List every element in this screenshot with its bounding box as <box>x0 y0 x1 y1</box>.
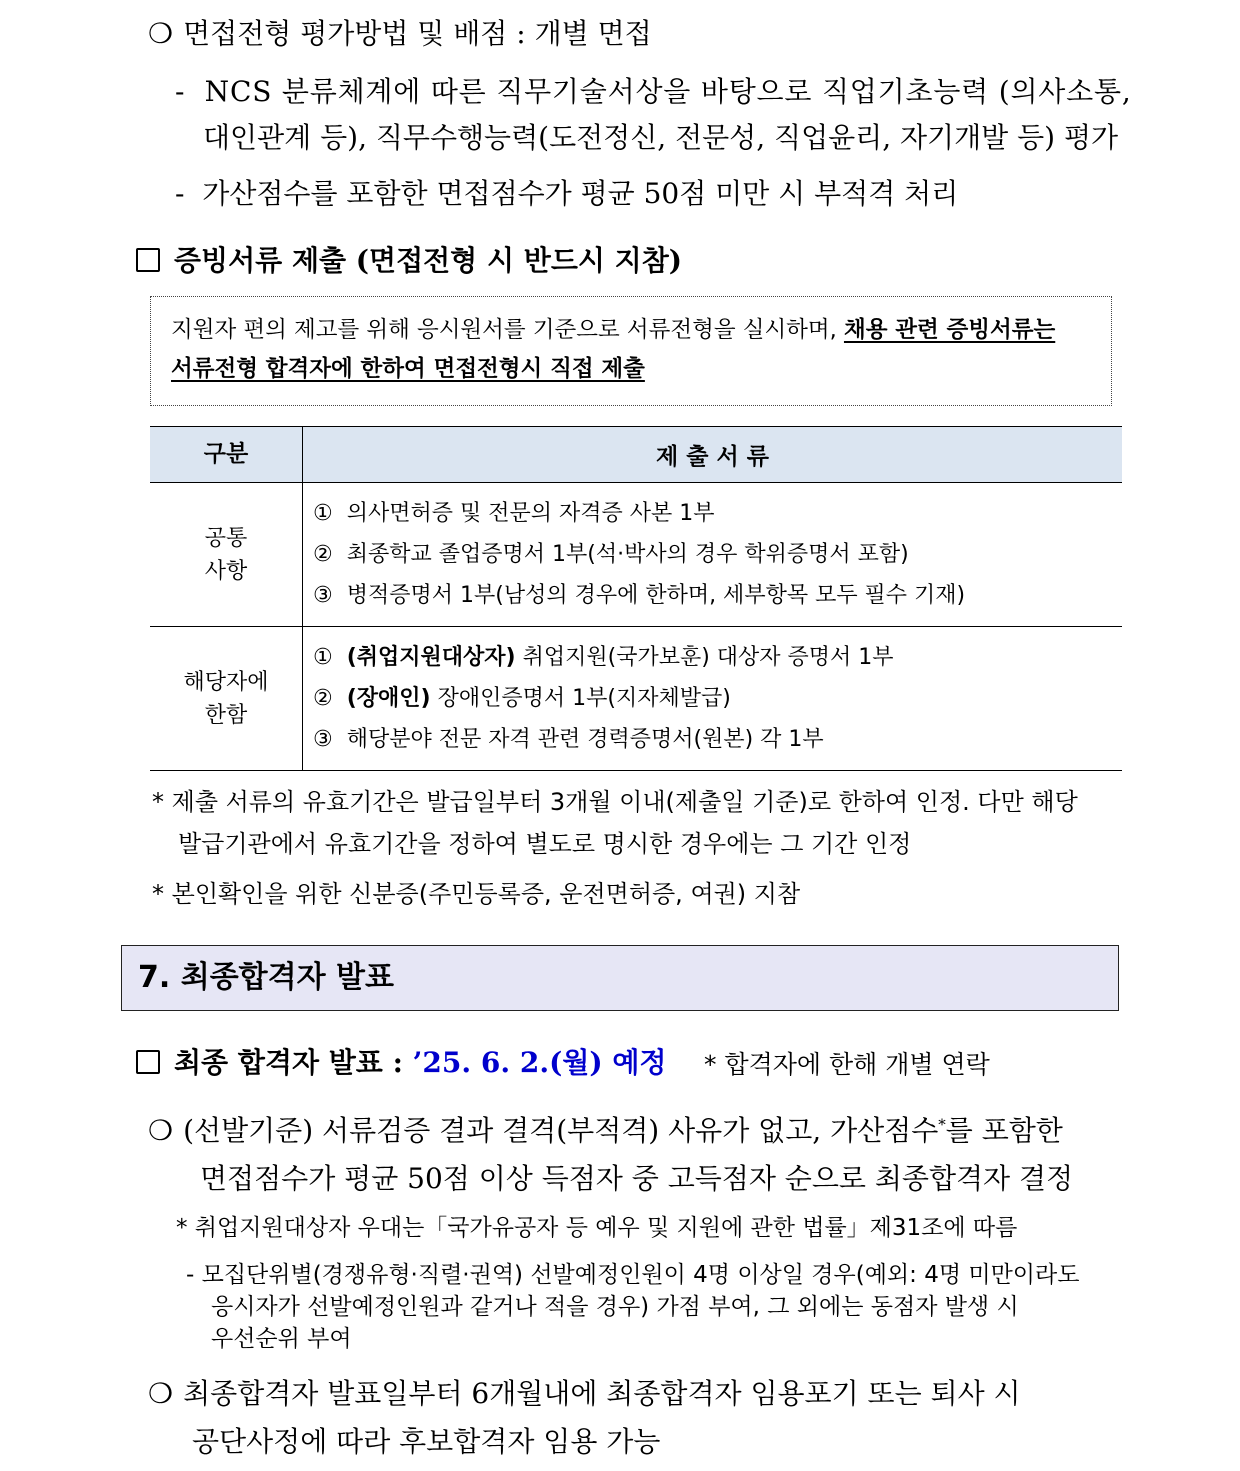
interview-item-2: - 가산점수를 포함한 면접점수가 평균 50점 미만 시 부적격 처리 <box>175 177 959 210</box>
doc-item: ① (취업지원대상자) 취업지원(국가보훈) 대상자 증명서 1부 <box>313 645 894 670</box>
interview-item-1-cont: 대인관계 등), 직무수행능력(도전정신, 전문성, 직업윤리, 자기개발 등) 평가 <box>203 121 1119 154</box>
header-category: 구분 <box>150 427 303 483</box>
footnote-validity: * 제출 서류의 유효기간은 발급일부터 3개월 이내(제출일 기준)로 한하여 인정. 다만 해당 <box>152 788 1078 816</box>
doc-item: ③ 해당분야 전문 자격 관련 경력증명서(원본) 각 1부 <box>313 727 824 752</box>
announce-date: ’25. 6. 2.(월) 예정 <box>412 1046 667 1079</box>
docs-heading: 증빙서류 제출 (면접전형 시 반드시 지참) <box>136 239 682 279</box>
doc-item: ② (장애인) 장애인증명서 1부(지자체발급) <box>313 686 731 711</box>
square-bullet-icon <box>136 1050 160 1074</box>
row-documents <box>303 483 1123 627</box>
doc-item: ② 최종학교 졸업증명서 1부(석·박사의 경우 학위증명서 포함) <box>313 542 909 567</box>
announce-line: 최종 합격자 발표 : ’25. 6. 2.(월) 예정 <box>136 1041 666 1081</box>
interview-heading: ❍ 면접전형 평가방법 및 배점 : 개별 면접 <box>148 17 652 50</box>
table-header-row <box>150 427 1122 483</box>
doc-item: ① 의사면허증 및 전문의 자격증 사본 1부 <box>313 501 715 526</box>
doc-item: ③ 병적증명서 1부(남성의 경우에 한하며, 세부항목 모두 필수 기재) <box>313 583 966 608</box>
row-category: 공통 사항 <box>150 483 303 627</box>
criteria-line-2: 면접점수가 평균 50점 이상 득점자 중 고득점자 순으로 최종합격자 결정 <box>200 1162 1074 1195</box>
criteria-note: * 취업지원대상자 우대는「국가유공자 등 예우 및 지원에 관한 법률」제31조에 따름 <box>176 1215 1018 1241</box>
announce-note: * 합격자에 한해 개별 연락 <box>704 1050 990 1079</box>
reserve-line-2: 공단사정에 따라 후보합격자 임용 가능 <box>192 1425 661 1458</box>
circle-bullet-icon: ❍ <box>148 1114 174 1147</box>
docs-table <box>150 426 1122 771</box>
row-documents <box>303 627 1123 771</box>
docs-note-box: 지원자 편의 제고를 위해 응시원서를 기준으로 서류전형을 실시하며, 채용 관련 증빙서류는 서류전형 합격자에 한하여 면접전형시 직접 제출 <box>150 296 1112 406</box>
header-documents: 제 출 서 류 <box>303 427 1123 483</box>
row-category: 해당자에 한함 <box>150 627 303 771</box>
section-7-header: 7. 최종합격자 발표 <box>121 945 1119 1011</box>
circle-bullet-icon: ❍ <box>148 17 174 50</box>
table-row <box>150 627 1122 771</box>
criteria-dash-1: - 모집단위별(경쟁유형·직렬·권역) 선발예정인원이 4명 이상일 경우(예외: 4명 미만이라도 <box>186 1262 1080 1288</box>
interview-item-1: - NCS 분류체계에 따른 직무기술서상을 바탕으로 직업기초능력 (의사소통, <box>175 75 1132 108</box>
reserve-line-1: ❍ 최종합격자 발표일부터 6개월내에 최종합격자 임용포기 또는 퇴사 시 <box>148 1377 1021 1410</box>
footnote-validity-cont: 발급기관에서 유효기간을 정하여 별도로 명시한 경우에는 그 기간 인정 <box>178 830 912 858</box>
square-bullet-icon <box>136 248 160 272</box>
circle-bullet-icon: ❍ <box>148 1377 174 1410</box>
table-row <box>150 483 1122 627</box>
footnote-id: * 본인확인을 위한 신분증(주민등록증, 운전면허증, 여권) 지참 <box>152 880 801 908</box>
criteria-dash-3: 우선순위 부여 <box>211 1326 352 1352</box>
criteria-dash-2: 응시자가 선발예정인원과 같거나 적을 경우) 가점 부여, 그 외에는 동점자 발생 시 <box>211 1294 1019 1320</box>
criteria-line-1: ❍ (선발기준) 서류검증 결과 결격(부적격) 사유가 없고, 가산점수*를 포함한 <box>148 1114 1063 1147</box>
